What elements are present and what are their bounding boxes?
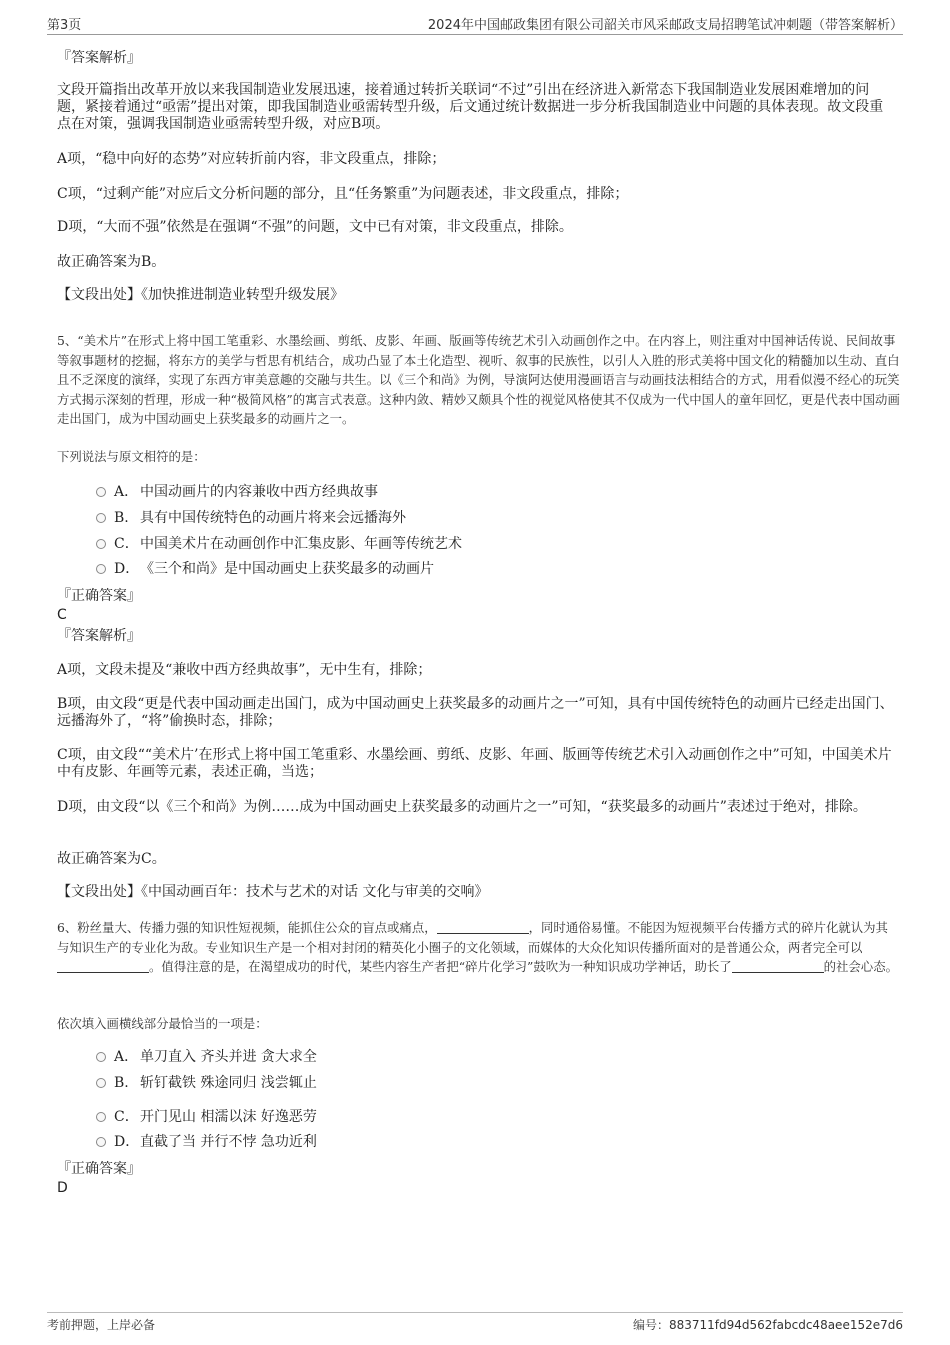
page-number: 第3页 (47, 18, 82, 33)
blank-2 (57, 960, 149, 973)
radio-icon[interactable] (96, 539, 106, 549)
analysis-label: 『答案解析』 (57, 50, 141, 66)
q4-conclusion: 故正确答案为B。 (57, 254, 166, 270)
q6-prompt: 依次填入画横线部分最恰当的一项是： (57, 1016, 268, 1031)
q5-option-d[interactable]: D．《三个和尚》是中国动画史上获奖最多的动画片 (96, 560, 434, 578)
q5-answer: C (57, 607, 67, 623)
q6-stem: 6、粉丝量大、传播力强的知识性短视频，能抓住公众的盲点或痛点， ，同时通俗易懂。不能因为短视频平台传播方式的碎片化就认为其与知识生产的专业化为敌。专业知识生产是一个相对封闭的精英化小圈子的文化领域，而媒体的大众化知识传播所面对的是普通公众，两者完全可以。值得注意的是，在渴望成功的时代，某些内容生产者把“碎片化学习”鼓吹为一种知识成功学神话，助长了 的社会心态。 (57, 920, 898, 974)
radio-icon[interactable] (96, 1078, 106, 1088)
radio-icon[interactable] (96, 487, 106, 497)
q5-analysis-a: A项，文段未提及“兼收中西方经典故事”，无中生有，排除； (57, 662, 432, 678)
q6-option-a[interactable]: A． 单刀直入 齐头并进 贪大求全 (96, 1048, 317, 1066)
document-id: 编号：883711fd94d562fabcdc48aee152e7d6 (632, 1318, 903, 1332)
document-title: 2024年中国邮政集团有限公司韶关市风采邮政支局招聘笔试冲刺题（带答案解析） (427, 18, 903, 33)
q4-analysis-text: 文段开篇指出改革开放以来我国制造业发展迅速，接着通过转折关联词“不过”引出在经济进入新常态下我国制造业发展困难增加的问题，紧接着通过“亟需”提出对策，即我国制造业亟需转型升级，后文通过统计数据进一步分析我国制造业中问题的具体表现。故文段重点在对策，强调我国制造业亟需转型升级，对应B项。 (57, 82, 884, 132)
q4-source: 【文段出处】《加快推进制造业转型升级发展》 (57, 287, 344, 303)
q5-analysis-c: C项，由文段““美术片’在形式上将中国工笔重彩、水墨绘画、剪纸、皮影、年画、版画等传统艺术引入动画创作之中”可知，中国美术片中有皮影、年画等元素，表述正确，当选； (57, 747, 892, 780)
q5-analysis-label: 『答案解析』 (57, 628, 141, 644)
radio-icon[interactable] (96, 1112, 106, 1122)
radio-icon[interactable] (96, 513, 106, 523)
q4-analysis-a: A项，“稳中向好的态势”对应转折前内容，非文段重点，排除； (57, 151, 446, 167)
q5-analysis-b: B项，由文段“更是代表中国动画走出国门，成为中国动画史上获奖最多的动画片之一”可知，具有中国传统特色的动画片已经走出国门、远播海外了，“将”偷换时态，排除； (57, 696, 894, 729)
q6-answer-label: 『正确答案』 (57, 1161, 141, 1177)
q5-answer-label: 『正确答案』 (57, 588, 141, 604)
radio-icon[interactable] (96, 1052, 106, 1062)
radio-icon[interactable] (96, 564, 106, 574)
q4-analysis-c: C项，“过剩产能”对应后文分析问题的部分，且“任务繁重”为问题表述，非文段重点，排除； (57, 186, 629, 202)
q4-analysis-d: D项，“大而不强”依然是在强调“不强”的问题，文中已有对策，非文段重点，排除。 (57, 219, 573, 235)
q6-answer: D (57, 1180, 68, 1196)
footer-slogan: 考前押题，上岸必备 (47, 1318, 156, 1332)
blank-3 (732, 960, 824, 973)
q5-analysis-d: D项，由文段“以《三个和尚》为例……成为中国动画史上获奖最多的动画片之一”可知，“获奖最多的动画片”表述过于绝对，排除。 (57, 799, 867, 815)
page-footer (47, 1312, 903, 1338)
q6-option-c[interactable]: C．开门见山 相濡以沫 好逸恶劳 (96, 1108, 317, 1126)
q5-option-c[interactable]: C．中国美术片在动画创作中汇集皮影、年画等传统艺术 (96, 535, 462, 553)
q5-stem: 5、“美术片”在形式上将中国工笔重彩、水墨绘画、剪纸、皮影、年画、版画等传统艺术引入动画创作之中。在内容上，则注重对中国神话传说、民间故事等叙事题材的挖掘，将东方的美学与哲思有机结合，成功凸显了本土化造型、视听、叙事的民族性，以引人入胜的形式美将中国文化的精髓加以生动、直白且不乏深度的演绎，实现了东西方审美意趣的交融与共生。以《三个和尚》为例，导演阿达使用漫画语言与动画技法相结合的方式，用看似漫不经心的玩笑方式揭示深刻的哲理，形成一种“极简风格”的寓言式表意。这种内敛、精妙又颇具个性的视觉风格使其不仅成为一代中国人的童年回忆，更是代表中国动画走出国门，成为中国动画史上获奖最多的动画片之一。 (57, 333, 900, 426)
q6-option-b[interactable]: B. 斩钉截铁 殊途同归 浅尝辄止 (96, 1074, 317, 1092)
page-header (47, 14, 903, 35)
q5-conclusion: 故正确答案为C。 (57, 851, 166, 867)
radio-icon[interactable] (96, 1137, 106, 1147)
q5-source: 【文段出处】《中国动画百年：技术与艺术的对话 文化与审美的交响》 (57, 884, 489, 900)
q5-option-b[interactable]: B. 具有中国传统特色的动画片将来会远播海外 (96, 509, 406, 527)
q6-option-d[interactable]: D．直截了当 并行不悖 急功近利 (96, 1133, 317, 1151)
q5-prompt: 下列说法与原文相符的是： (57, 449, 206, 464)
q5-option-a[interactable]: A． 中国动画片的内容兼收中西方经典故事 (96, 483, 378, 501)
blank-1 (437, 921, 529, 934)
